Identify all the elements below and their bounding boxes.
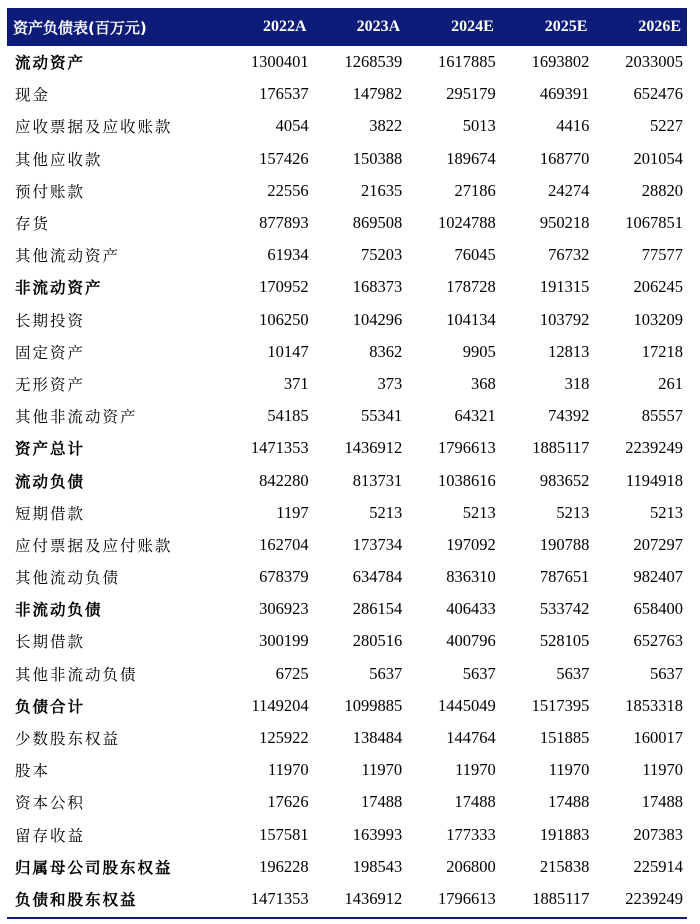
value-cell: 138484 — [352, 728, 403, 748]
value-cell: 1885117 — [532, 438, 590, 458]
value-cell: 368 — [471, 373, 496, 393]
value-cell: 678379 — [259, 567, 309, 587]
row-label: 现金 — [15, 86, 51, 105]
column-header-2022a: 2022A — [263, 18, 307, 35]
value-cell: 24274 — [548, 180, 590, 200]
value-cell: 1038616 — [438, 470, 496, 490]
table-row — [7, 658, 687, 690]
value-cell: 55341 — [360, 406, 403, 426]
value-cell: 144764 — [446, 728, 496, 748]
value-cell: 400796 — [446, 631, 496, 651]
value-cell: 5637 — [650, 663, 683, 683]
value-cell: 11970 — [267, 760, 309, 780]
row-label: 留存收益 — [15, 826, 86, 845]
value-cell: 157426 — [259, 148, 309, 168]
value-cell: 61934 — [267, 245, 309, 265]
table-row — [7, 46, 687, 78]
value-cell: 225914 — [633, 856, 683, 876]
value-cell: 5637 — [462, 663, 496, 683]
value-cell: 22556 — [267, 180, 309, 200]
value-cell: 85557 — [641, 406, 683, 426]
table-row — [7, 754, 687, 786]
column-header-2026e: 2026E — [638, 18, 681, 35]
value-cell: 168373 — [352, 277, 403, 297]
value-cell: 17488 — [641, 792, 683, 812]
table-row — [7, 110, 687, 142]
value-cell: 74392 — [548, 406, 590, 426]
value-cell: 950218 — [539, 213, 590, 233]
value-cell: 5213 — [462, 502, 496, 522]
table-row — [7, 400, 687, 432]
row-label: 其他非流动资产 — [15, 408, 138, 427]
table-row — [7, 819, 687, 851]
value-cell: 295179 — [446, 84, 496, 104]
value-cell: 168770 — [539, 148, 590, 168]
value-cell: 173734 — [352, 534, 403, 554]
value-cell: 5213 — [369, 502, 403, 522]
value-cell: 21635 — [360, 180, 403, 200]
value-cell: 1445049 — [438, 695, 496, 715]
table-body — [7, 46, 687, 915]
table-row — [7, 464, 687, 496]
value-cell: 104134 — [446, 309, 496, 329]
value-cell: 1067851 — [625, 213, 683, 233]
value-cell: 469391 — [539, 84, 590, 104]
value-cell: 1197 — [276, 502, 309, 522]
table-row — [7, 432, 687, 464]
value-cell: 125922 — [259, 728, 309, 748]
value-cell: 1796613 — [438, 888, 496, 908]
table-row — [7, 143, 687, 175]
value-cell: 5213 — [556, 502, 590, 522]
table-row — [7, 883, 687, 915]
row-label: 负债合计 — [15, 697, 86, 716]
value-cell: 280516 — [352, 631, 403, 651]
value-cell: 157581 — [259, 824, 309, 844]
value-cell: 106250 — [259, 309, 309, 329]
row-label: 应付票据及应付账款 — [15, 536, 173, 555]
value-cell: 76045 — [454, 245, 496, 265]
table-row — [7, 529, 687, 561]
value-cell: 11970 — [361, 760, 403, 780]
value-cell: 1300401 — [250, 52, 309, 72]
value-cell: 151885 — [539, 728, 590, 748]
value-cell: 197092 — [446, 534, 496, 554]
value-cell: 8362 — [369, 341, 403, 361]
row-label: 股本 — [15, 762, 51, 781]
value-cell: 11970 — [548, 760, 590, 780]
row-label: 其他应收款 — [15, 150, 103, 169]
value-cell: 11970 — [455, 760, 496, 780]
table-title: 资产负债表(百万元) — [13, 18, 147, 37]
value-cell: 371 — [283, 373, 309, 393]
value-cell: 17488 — [548, 792, 590, 812]
value-cell: 1099885 — [344, 695, 403, 715]
table-row — [7, 851, 687, 883]
table-header-row — [7, 8, 687, 46]
row-label: 流动负债 — [15, 472, 86, 491]
value-cell: 658400 — [633, 599, 683, 619]
balance-sheet — [7, 8, 687, 919]
value-cell: 207297 — [633, 534, 683, 554]
value-cell: 1268539 — [344, 52, 403, 72]
value-cell: 982407 — [633, 567, 683, 587]
value-cell: 5013 — [462, 116, 496, 136]
value-cell: 10147 — [267, 341, 309, 361]
table-row — [7, 175, 687, 207]
value-cell: 652763 — [633, 631, 683, 651]
value-cell: 306923 — [259, 599, 309, 619]
value-cell: 5637 — [556, 663, 590, 683]
value-cell: 6725 — [275, 663, 309, 683]
value-cell: 869508 — [352, 213, 403, 233]
value-cell: 27186 — [454, 180, 496, 200]
value-cell: 842280 — [259, 470, 309, 490]
value-cell: 528105 — [539, 631, 590, 651]
value-cell: 1517395 — [531, 695, 590, 715]
value-cell: 836310 — [446, 567, 496, 587]
column-header-2024e: 2024E — [451, 18, 494, 35]
value-cell: 76732 — [548, 245, 590, 265]
value-cell: 75203 — [360, 245, 403, 265]
table-row — [7, 497, 687, 529]
value-cell: 1024788 — [438, 213, 496, 233]
value-cell: 1436912 — [344, 438, 403, 458]
value-cell: 150388 — [352, 148, 403, 168]
value-cell: 261 — [658, 373, 683, 393]
row-label: 少数股东权益 — [15, 730, 121, 749]
value-cell: 190788 — [539, 534, 590, 554]
table-row — [7, 368, 687, 400]
row-label: 流动资产 — [15, 54, 86, 73]
value-cell: 196228 — [259, 856, 309, 876]
value-cell: 5227 — [650, 116, 683, 136]
balance-sheet-table — [7, 8, 687, 915]
row-label: 资产总计 — [15, 440, 86, 459]
value-cell: 286154 — [352, 599, 403, 619]
column-header-2023a: 2023A — [356, 18, 401, 35]
value-cell: 189674 — [446, 148, 496, 168]
value-cell: 1194918 — [625, 470, 683, 490]
value-cell: 813731 — [352, 470, 403, 490]
value-cell: 207383 — [633, 824, 683, 844]
row-label: 资本公积 — [15, 794, 86, 813]
value-cell: 162704 — [259, 534, 309, 554]
value-cell: 1149204 — [251, 695, 309, 715]
value-cell: 3822 — [369, 116, 403, 136]
value-cell: 4054 — [275, 116, 309, 136]
value-cell: 163993 — [352, 824, 403, 844]
value-cell: 17488 — [454, 792, 496, 812]
value-cell: 77577 — [641, 245, 683, 265]
value-cell: 1693802 — [531, 52, 590, 72]
value-cell: 2033005 — [625, 52, 683, 72]
table-row — [7, 690, 687, 722]
row-label: 预付账款 — [15, 182, 86, 201]
value-cell: 373 — [377, 373, 403, 393]
value-cell: 178728 — [446, 277, 496, 297]
value-cell: 787651 — [539, 567, 590, 587]
value-cell: 191315 — [539, 277, 590, 297]
table-row — [7, 786, 687, 818]
value-cell: 176537 — [259, 84, 309, 104]
table-row — [7, 207, 687, 239]
value-cell: 300199 — [259, 631, 309, 651]
value-cell: 170952 — [259, 277, 309, 297]
value-cell: 877893 — [259, 213, 309, 233]
value-cell: 198543 — [352, 856, 403, 876]
value-cell: 160017 — [633, 728, 683, 748]
row-label: 短期借款 — [15, 504, 86, 523]
row-label: 其他非流动负债 — [15, 665, 138, 684]
value-cell: 206245 — [633, 277, 683, 297]
table-row — [7, 271, 687, 303]
value-cell: 983652 — [539, 470, 590, 490]
value-cell: 1436912 — [344, 888, 403, 908]
value-cell: 1471353 — [250, 888, 309, 908]
value-cell: 2239249 — [625, 888, 683, 908]
value-cell: 1796613 — [438, 438, 496, 458]
value-cell: 652476 — [633, 84, 683, 104]
table-row — [7, 304, 687, 336]
value-cell: 318 — [564, 373, 590, 393]
column-header-2025e: 2025E — [544, 18, 588, 35]
row-label: 其他流动负债 — [15, 569, 121, 588]
value-cell: 4416 — [556, 116, 590, 136]
value-cell: 5637 — [369, 663, 403, 683]
row-label: 固定资产 — [15, 343, 86, 362]
value-cell: 1885117 — [532, 888, 590, 908]
bottom-rule — [7, 917, 687, 919]
value-cell: 206800 — [446, 856, 496, 876]
table-row — [7, 336, 687, 368]
value-cell: 1617885 — [438, 52, 496, 72]
value-cell: 28820 — [641, 180, 683, 200]
row-label: 应收票据及应收账款 — [15, 118, 173, 137]
value-cell: 201054 — [633, 148, 683, 168]
value-cell: 12813 — [548, 341, 590, 361]
row-label: 非流动负债 — [15, 601, 103, 620]
row-label: 长期借款 — [15, 633, 86, 652]
table-row — [7, 78, 687, 110]
value-cell: 104296 — [352, 309, 403, 329]
row-label: 长期投资 — [15, 311, 86, 330]
row-label: 无形资产 — [15, 375, 86, 394]
value-cell: 11970 — [642, 760, 683, 780]
value-cell: 17626 — [267, 792, 309, 812]
value-cell: 64321 — [454, 406, 496, 426]
row-label: 归属母公司股东权益 — [15, 858, 173, 877]
value-cell: 1853318 — [625, 695, 683, 715]
value-cell: 634784 — [352, 567, 403, 587]
value-cell: 17218 — [641, 341, 683, 361]
value-cell: 103792 — [539, 309, 590, 329]
value-cell: 147982 — [352, 84, 403, 104]
value-cell: 1471353 — [250, 438, 309, 458]
row-label: 存货 — [15, 215, 51, 234]
value-cell: 533742 — [539, 599, 590, 619]
value-cell: 191883 — [539, 824, 590, 844]
table-row — [7, 561, 687, 593]
value-cell: 215838 — [539, 856, 590, 876]
table-row — [7, 625, 687, 657]
value-cell: 9905 — [462, 341, 496, 361]
row-label: 负债和股东权益 — [15, 890, 138, 909]
value-cell: 2239249 — [625, 438, 683, 458]
table-row — [7, 593, 687, 625]
row-label: 其他流动资产 — [15, 247, 121, 266]
table-row — [7, 239, 687, 271]
table-row — [7, 722, 687, 754]
value-cell: 177333 — [446, 824, 496, 844]
value-cell: 103209 — [633, 309, 683, 329]
value-cell: 5213 — [650, 502, 683, 522]
row-label: 非流动资产 — [15, 279, 103, 298]
value-cell: 54185 — [267, 406, 309, 426]
value-cell: 17488 — [360, 792, 403, 812]
value-cell: 406433 — [446, 599, 496, 619]
